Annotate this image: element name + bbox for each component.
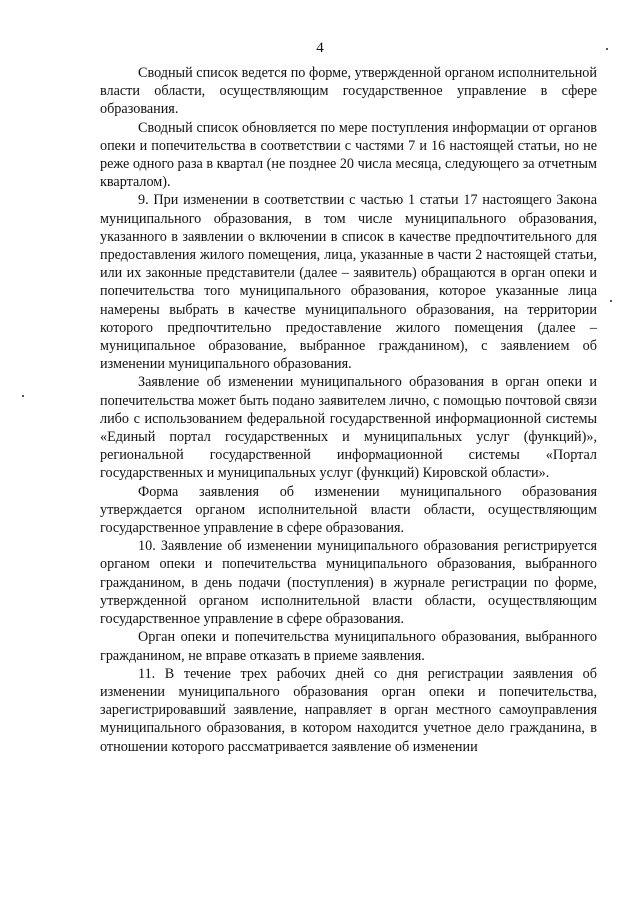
paragraph-section-9: 9. При изменении в соответствии с частью 1 статьи 17 настоящего Закона муниципального образования, в том числе муниципального образования, указанного в заявлении о включении в список в качестве предпочтительного для предоставления жилого помещения, лица, указанные в части 2 настоящей статьи, или их законные представители (далее – заявитель) обращаются в орган опеки и попечительства того муниципального образования, которое указанные лица намерены выбрать в качестве муниципального образования, на территории которого предпочтительно предоставление жилого помещения (далее – муниципальное образование, выбранное гражданином), с заявлением об изменении муниципального образования. <box>100 192 597 373</box>
paragraph-application-form: Форма заявления об изменении муниципального образования утверждается органом исполнительной власти области, осуществляющим государственное управление в сфере образования. <box>100 483 597 537</box>
paragraph-section-11: 11. В течение трех рабочих дней со дня регистрации заявления об изменении муниципального образования орган опеки и попечительства, зарегистрировавший заявление, направляет в орган местного самоуправления муниципального образования, в котором находится учетное дело гражданина, в отношении которого рассматривается заявление об изменении <box>100 665 597 755</box>
document-body <box>100 64 597 756</box>
scan-speck-mid-right <box>610 300 612 302</box>
paragraph-section-10: 10. Заявление об изменении муниципального образования регистрируется органом опеки и попечительства муниципального образования, выбранного гражданином, в день подачи (поступления) в журнале регистрации по форме, утвержденной органом исполнительной власти области, осуществляющим государственное управление в сфере образования. <box>100 538 597 628</box>
paragraph-consolidated-list-update: Сводный список обновляется по мере поступления информации от органов опеки и попечительства в соответствии с частями 7 и 16 настоящей статьи, но не реже одного раза в квартал (не позднее 20 числа месяца, следующего за отчетным кварталом). <box>100 119 597 191</box>
paragraph-application-submission: Заявление об изменении муниципального образования в орган опеки и попечительства может быть подано заявителем лично, с помощью почтовой связи либо с использованием федеральной государственной информационной системы «Единый портал государственных и муниципальных услуг (функций)», региональной государственной информационной системы «Портал государственных и муниципальных услуг (функций) Кировской области». <box>100 374 597 482</box>
scan-speck-left <box>22 395 24 397</box>
paragraph-no-refusal: Орган опеки и попечительства муниципального образования, выбранного гражданином, не вправе отказать в приеме заявления. <box>100 629 597 664</box>
paragraph-consolidated-list-form: Сводный список ведется по форме, утвержденной органом исполнительной власти области, осуществляющим государственное управление в сфере образования. <box>100 65 597 118</box>
page-number: 4 <box>316 40 324 56</box>
scan-speck-top-right <box>606 48 608 50</box>
